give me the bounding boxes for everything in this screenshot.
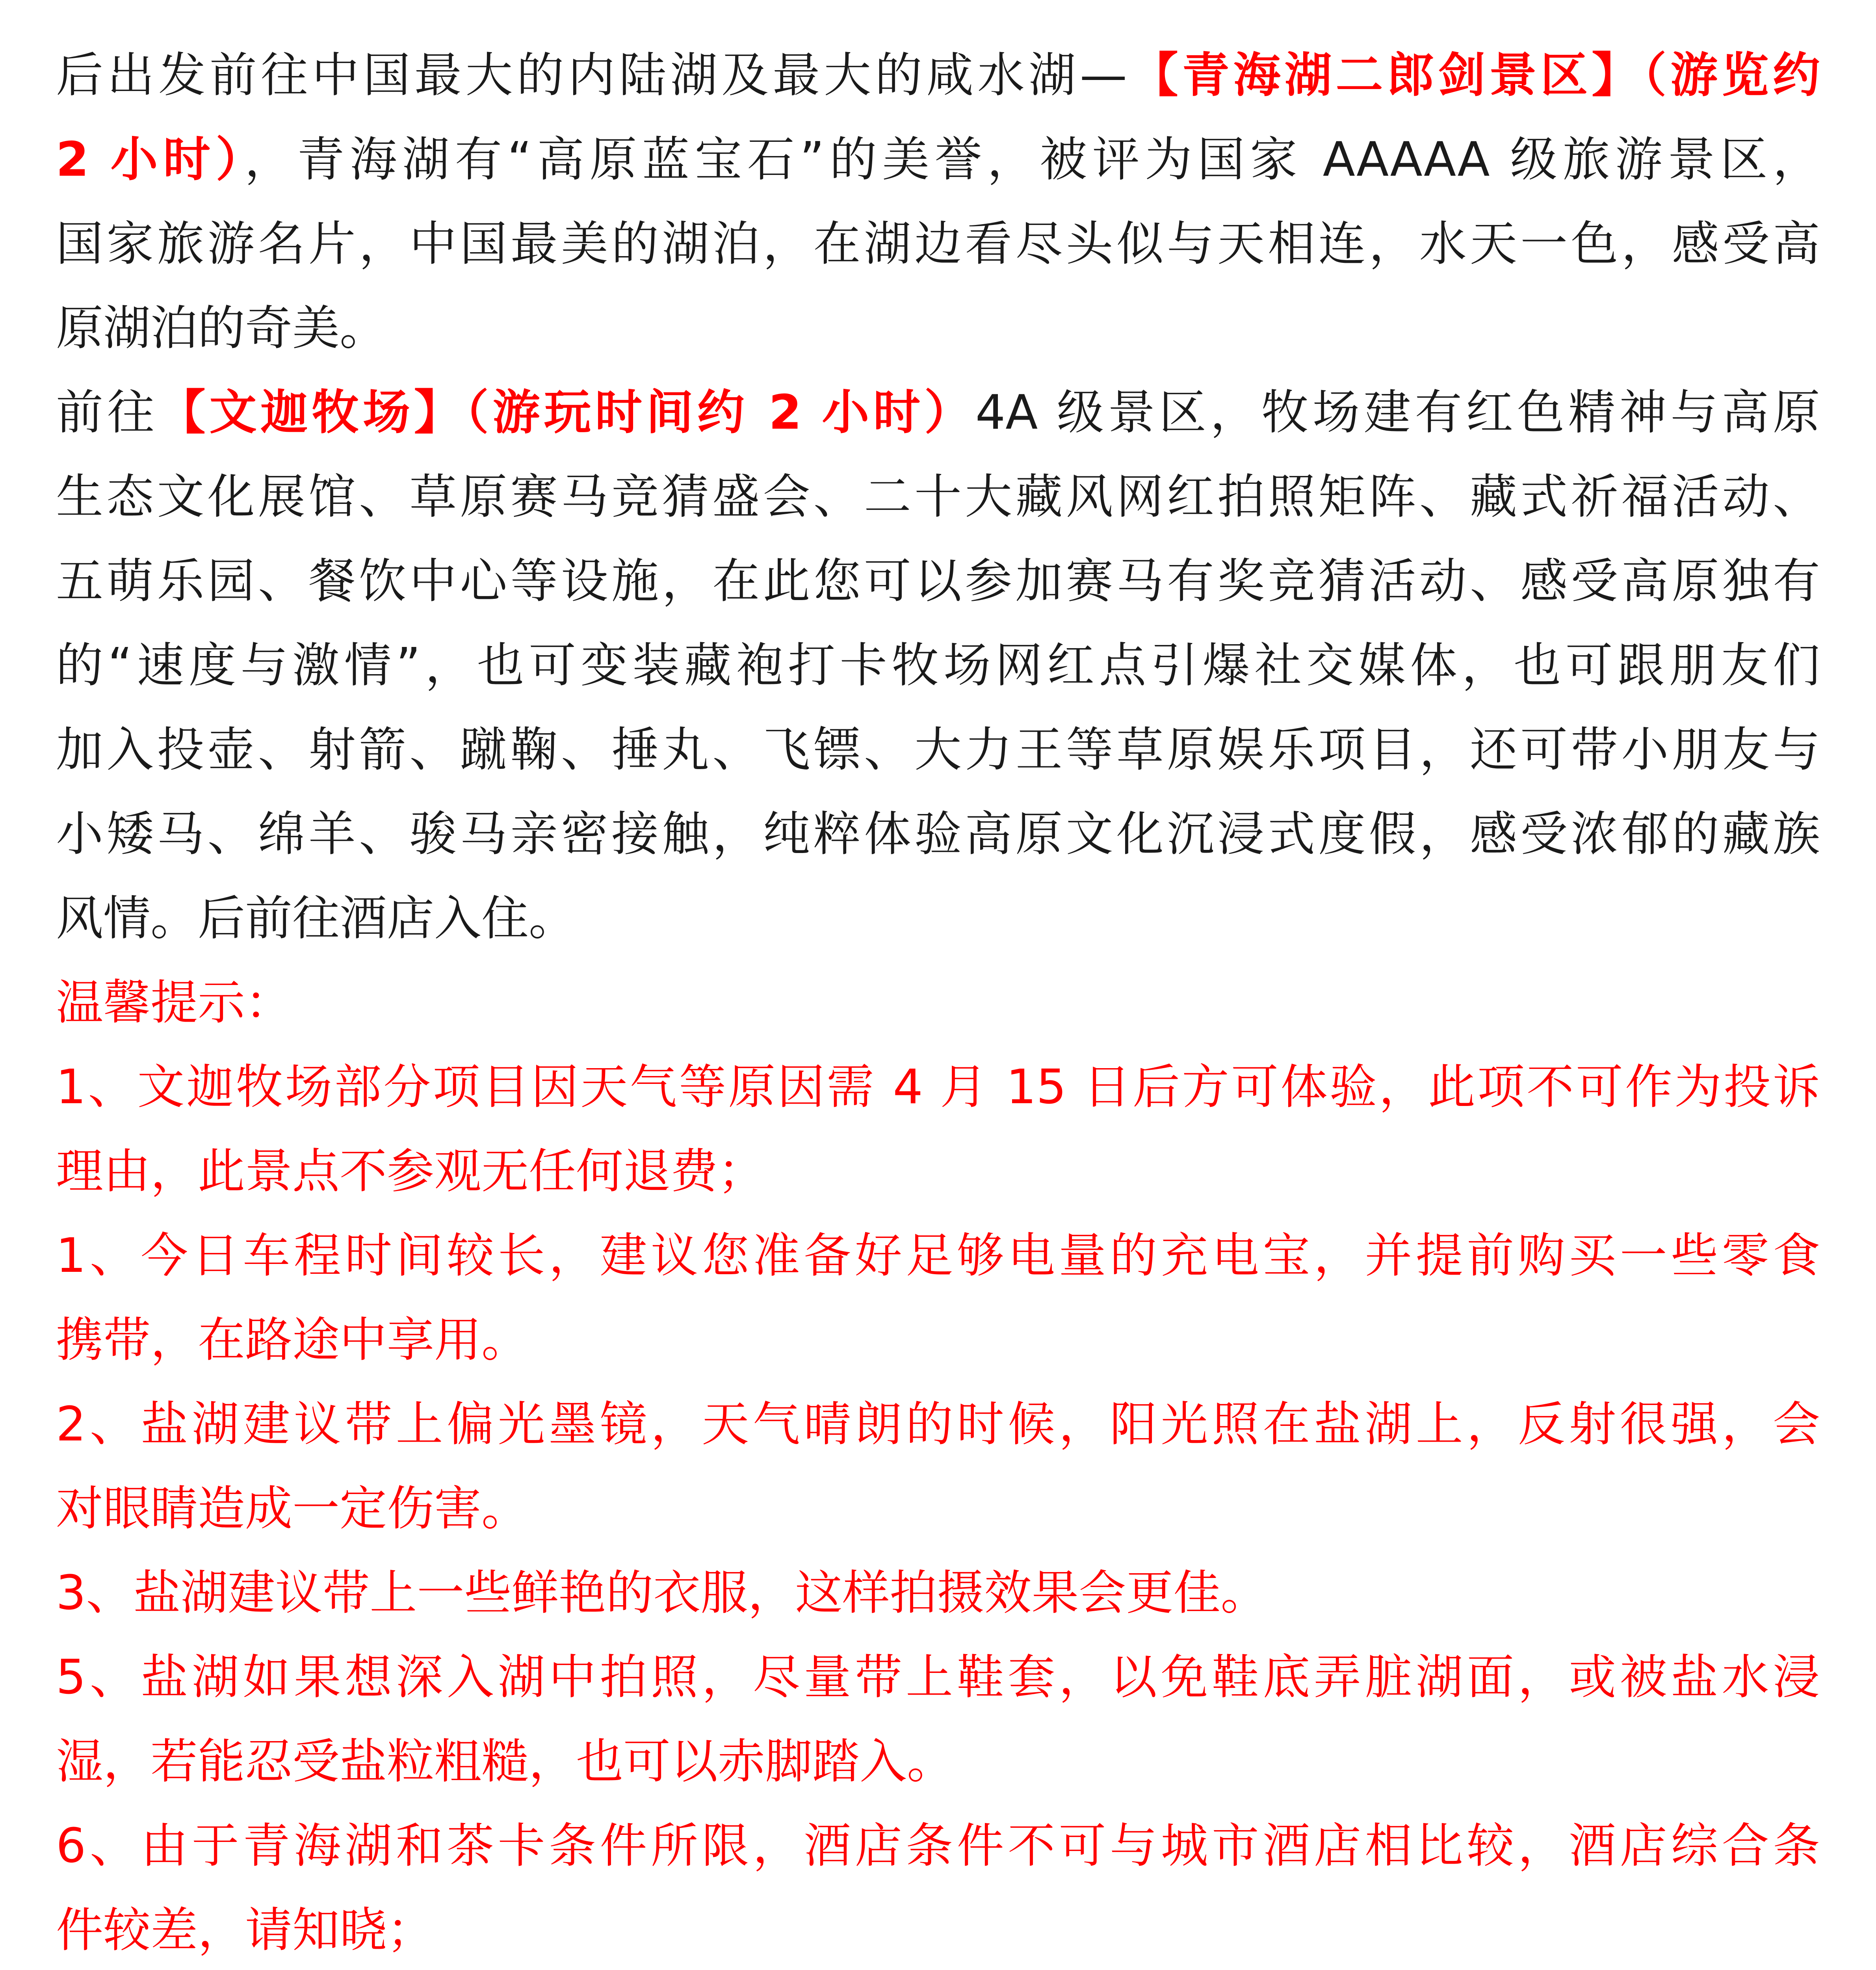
intro-text: ，青海湖有“高原蓝宝石”的美誉，被评为国家 AAAAA 级旅游景区， [244, 132, 1820, 187]
tip-line: 件较差，请知晓； [56, 1903, 434, 1958]
tip-line: 理由，此景点不参观无任何退费； [56, 1144, 765, 1199]
qinghai-lake-duration: 2 小时） [56, 132, 245, 187]
tip-line: 3、盐湖建议带上一些鲜艳的衣服，这样拍摄效果会更佳。 [56, 1566, 1268, 1621]
tip-line: 2、盐湖建议带上偏光墨镜，天气晴朗的时候，阳光照在盐湖上，反射很强，会 [56, 1397, 1820, 1452]
tip-line: 6、由于青海湖和茶卡条件所限，酒店条件不可与城市酒店相比较，酒店综合条 [56, 1819, 1820, 1873]
intro-line-4: 原湖泊的奇美。 [56, 301, 387, 356]
intro-line-3: 国家旅游名片，中国最美的湖泊，在湖边看尽头似与天相连，水天一色，感受高 [56, 217, 1820, 271]
qinghai-lake-title: 【青海湖二郎剑景区】（游览约 [1127, 48, 1820, 103]
tips-heading: 温馨提示： [56, 976, 292, 1030]
ranch-title: 【文迦牧场】（游玩时间约 2 小时） [158, 385, 975, 440]
intro-text: 后出发前往中国最大的内陆湖及最大的咸水湖— [56, 48, 1127, 103]
ranch-line-1 [56, 371, 1820, 455]
ranch-text: 4A 级景区，牧场建有红色精神与高原 [975, 385, 1820, 440]
itinerary-text [56, 33, 1820, 1970]
ranch-line-3: 五萌乐园、餐饮中心等设施，在此您可以参加赛马有奖竞猜活动、感受高原独有 [56, 554, 1820, 609]
tip-line: 5、盐湖如果想深入湖中拍照，尽量带上鞋套，以免鞋底弄脏湖面，或被盐水浸 [56, 1650, 1820, 1705]
tip-line: 1、文迦牧场部分项目因天气等原因需 4 月 15 日后方可体验，此项不可作为投诉 [56, 1060, 1820, 1115]
ranch-text: 前往 [56, 385, 158, 440]
ranch-line-7: 风情。后前往酒店入住。 [56, 891, 576, 946]
ranch-line-4: 的“速度与激情”，也可变装藏袍打卡牧场网红点引爆社交媒体，也可跟朋友们 [56, 638, 1820, 693]
ranch-line-6: 小矮马、绵羊、骏马亲密接触，纯粹体验高原文化沉浸式度假，感受浓郁的藏族 [56, 807, 1820, 862]
intro-line-1 [56, 33, 1820, 118]
tip-line: 1、今日车程时间较长，建议您准备好足够电量的充电宝，并提前购买一些零食 [56, 1228, 1820, 1283]
ranch-line-2: 生态文化展馆、草原赛马竞猜盛会、二十大藏风网红拍照矩阵、藏式祈福活动、 [56, 470, 1820, 524]
intro-line-2 [56, 118, 1820, 202]
ranch-line-5: 加入投壶、射箭、蹴鞠、捶丸、飞镖、大力王等草原娱乐项目，还可带小朋友与 [56, 723, 1820, 777]
tip-line: 对眼睛造成一定伤害。 [56, 1481, 529, 1536]
tip-line: 携带，在路途中享用。 [56, 1313, 529, 1368]
tip-line: 湿，若能忍受盐粒粗糙，也可以赤脚踏入。 [56, 1734, 954, 1789]
